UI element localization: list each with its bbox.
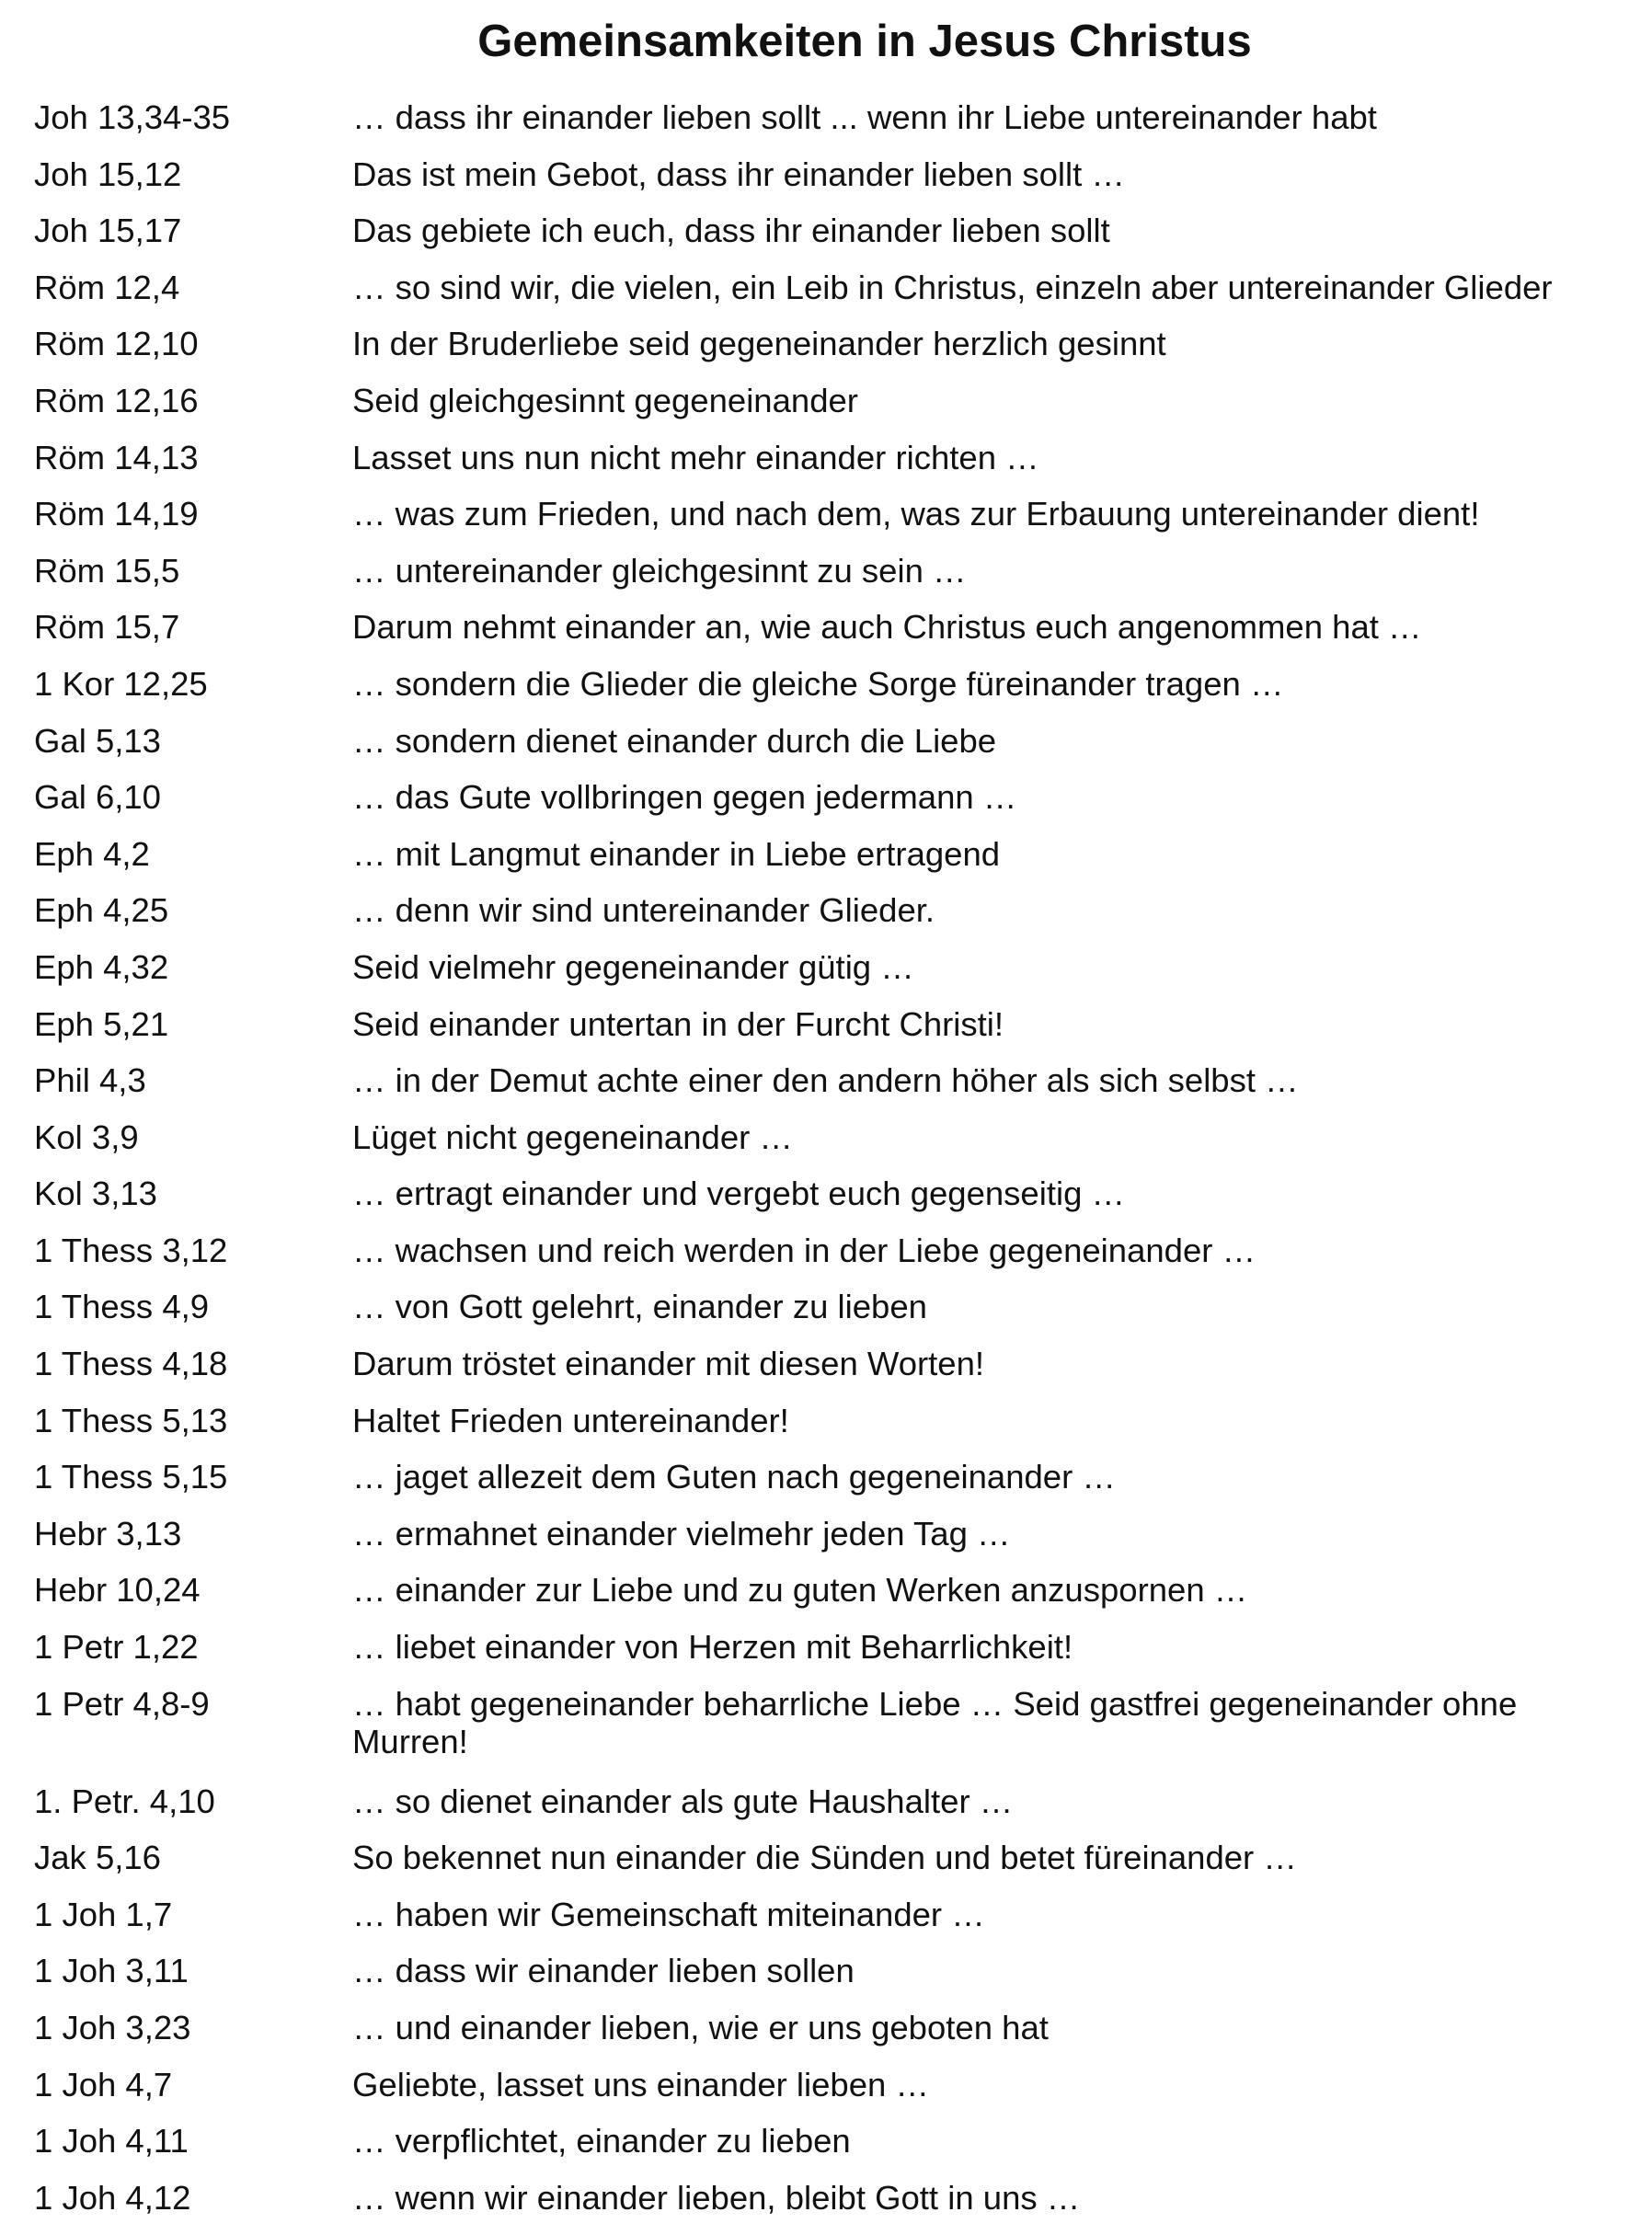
verse-row <box>0 2179 1652 2235</box>
verse-row <box>0 948 1652 1005</box>
verse-row <box>0 1005 1652 1062</box>
verse-row <box>0 382 1652 439</box>
verse-text: … so dienet einander als gute Haushalter … <box>352 1782 1014 1820</box>
verse-text: … ertragt einander und vergebt euch gegenseitig … <box>352 1175 1126 1213</box>
verse-text: … habt gegeneinander beharrliche Liebe … Seid gastfrei gegeneinander ohne Murren! <box>352 1684 1518 1760</box>
verse-reference: Röm 15,7 <box>34 608 180 647</box>
verse-row <box>0 212 1652 269</box>
verse-row <box>0 2122 1652 2179</box>
verse-row <box>0 495 1652 552</box>
verse-text: Seid einander untertan in der Furcht Christi! <box>352 1004 1004 1043</box>
verse-row <box>0 2009 1652 2066</box>
verse-reference: 1 Joh 4,7 <box>34 2065 173 2103</box>
verse-text: … in der Demut achte einer den andern höher als sich selbst … <box>352 1061 1299 1100</box>
verse-text: … einander zur Liebe und zu guten Werken anzuspornen … <box>352 1571 1248 1610</box>
verse-row <box>0 269 1652 326</box>
verse-row <box>0 1571 1652 1628</box>
verse-row <box>0 1402 1652 1459</box>
verse-text: Lasset uns nun nicht mehr einander richten … <box>352 438 1039 476</box>
verse-reference: Hebr 10,24 <box>34 1571 201 1610</box>
verse-reference: Röm 15,5 <box>34 551 180 590</box>
verse-reference: 1 Joh 3,23 <box>34 2009 191 2046</box>
verse-row <box>0 1515 1652 1572</box>
verse-row <box>0 1345 1652 1402</box>
verse-text: … haben wir Gemeinschaft miteinander … <box>352 1895 985 1933</box>
verse-text: … dass ihr einander lieben sollt ... wenn ihr Liebe untereinander habt <box>352 98 1377 136</box>
verse-reference: 1 Petr 1,22 <box>34 1628 199 1667</box>
verse-text: Seid gleichgesinnt gegeneinander <box>352 381 858 419</box>
verse-row <box>0 439 1652 496</box>
verse-reference: Eph 4,25 <box>34 891 169 930</box>
verse-row <box>0 1782 1652 1840</box>
verse-reference: 1 Petr 4,8-9 <box>34 1684 210 1723</box>
verse-reference: Hebr 3,13 <box>34 1514 182 1553</box>
verse-text: … und einander lieben, wie er uns geboten hat <box>352 2009 1049 2046</box>
verse-text: … wachsen und reich werden in der Liebe gegeneinander … <box>352 1231 1256 1269</box>
verse-row <box>0 1896 1652 1953</box>
verse-text: Das gebiete ich euch, dass ihr einander lieben sollt <box>352 212 1110 250</box>
verse-reference: Röm 12,10 <box>34 325 199 363</box>
verse-reference: Phil 4,3 <box>34 1061 146 1100</box>
verse-row <box>0 722 1652 779</box>
verse-text: … untereinander gleichgesinnt zu sein … <box>352 551 967 590</box>
verse-reference: 1 Thess 4,18 <box>34 1345 228 1383</box>
verse-row <box>0 98 1652 155</box>
verse-reference: Joh 15,12 <box>34 155 182 193</box>
verse-reference: 1 Joh 3,11 <box>34 1952 189 1990</box>
verse-reference: Eph 4,2 <box>34 834 150 873</box>
verse-text: Das ist mein Gebot, dass ihr einander lieben sollt … <box>352 155 1125 193</box>
verse-text: … wenn wir einander lieben, bleibt Gott in uns … <box>352 2178 1081 2217</box>
verse-reference: Röm 12,16 <box>34 381 199 419</box>
verse-reference: Jak 5,16 <box>34 1839 161 1877</box>
verse-text: … sondern die Glieder die gleiche Sorge füreinander tragen … <box>352 664 1284 703</box>
verse-reference: Gal 5,13 <box>34 721 161 760</box>
verse-reference: Eph 5,21 <box>34 1004 169 1043</box>
verse-text: … denn wir sind untereinander Glieder. <box>352 891 935 930</box>
verse-text: … von Gott gelehrt, einander zu lieben <box>352 1288 927 1326</box>
verse-text: … ermahnet einander vielmehr jeden Tag … <box>352 1514 1011 1553</box>
verse-reference: 1 Thess 4,9 <box>34 1288 210 1326</box>
verse-reference: Eph 4,32 <box>34 947 169 986</box>
verse-text: Darum nehmt einander an, wie auch Christus euch angenommen hat … <box>352 608 1422 647</box>
verse-reference: 1 Joh 4,12 <box>34 2178 191 2217</box>
verse-text: Geliebte, lasset uns einander lieben … <box>352 2065 929 2103</box>
verse-text: Darum tröstet einander mit diesen Worten! <box>352 1345 985 1383</box>
verse-row <box>0 155 1652 212</box>
verse-text: … das Gute vollbringen gegen jedermann … <box>352 778 1017 817</box>
verse-reference: Kol 3,9 <box>34 1118 139 1156</box>
verse-row <box>0 1952 1652 2009</box>
verse-row <box>0 1288 1652 1345</box>
verse-reference: 1 Thess 5,15 <box>34 1458 228 1496</box>
verse-reference: Gal 6,10 <box>34 778 161 817</box>
verse-text: … so sind wir, die vielen, ein Leib in Christus, einzeln aber untereinander Glieder <box>352 268 1553 306</box>
verse-text: So bekennet nun einander die Sünden und betet füreinander … <box>352 1839 1297 1877</box>
verse-row <box>0 2066 1652 2123</box>
verse-row <box>0 1232 1652 1289</box>
verse-reference: 1 Thess 3,12 <box>34 1231 228 1269</box>
verse-reference: 1 Joh 4,11 <box>34 2122 189 2160</box>
verse-text: … mit Langmut einander in Liebe ertragend <box>352 834 1001 873</box>
verse-row <box>0 835 1652 892</box>
verse-row <box>0 1628 1652 1685</box>
verse-reference: Röm 14,19 <box>34 495 199 533</box>
verse-reference: Kol 3,13 <box>34 1175 157 1213</box>
verse-row <box>0 665 1652 722</box>
verse-text: … was zum Frieden, und nach dem, was zur Erbauung untereinander dient! <box>352 495 1480 533</box>
verse-reference: Joh 13,34-35 <box>34 98 231 136</box>
verse-list <box>0 98 1652 2235</box>
verse-reference: 1. Petr. 4,10 <box>34 1782 215 1820</box>
verse-reference: Röm 12,4 <box>34 268 180 306</box>
verse-text: … verpflichtet, einander zu lieben <box>352 2122 851 2160</box>
verse-row <box>0 552 1652 609</box>
verse-row <box>0 1061 1652 1118</box>
verse-text: In der Bruderliebe seid gegeneinander herzlich gesinnt <box>352 325 1166 363</box>
verse-reference: Röm 14,13 <box>34 438 199 476</box>
verse-row <box>0 778 1652 835</box>
page-title-text: Gemeinsamkeiten in Jesus Christus <box>477 17 1252 66</box>
verse-reference: 1 Thess 5,13 <box>34 1401 228 1439</box>
verse-text: … sondern dienet einander durch die Liebe <box>352 721 997 760</box>
page-title <box>0 9 1652 74</box>
verse-row <box>0 325 1652 382</box>
verse-row <box>0 1839 1652 1896</box>
verse-reference: 1 Kor 12,25 <box>34 664 208 703</box>
verse-reference: Joh 15,17 <box>34 212 182 250</box>
verse-reference: 1 Joh 1,7 <box>34 1895 173 1933</box>
verse-row <box>0 891 1652 948</box>
verse-row <box>0 1458 1652 1515</box>
verse-text: … liebet einander von Herzen mit Beharrlichkeit! <box>352 1628 1073 1667</box>
verse-row <box>0 1175 1652 1232</box>
verse-text: … dass wir einander lieben sollen <box>352 1952 855 1990</box>
verse-row <box>0 1118 1652 1175</box>
verse-text: Haltet Frieden untereinander! <box>352 1401 789 1439</box>
verse-text: … jaget allezeit dem Guten nach gegeneinander … <box>352 1458 1116 1496</box>
verse-text: Lüget nicht gegeneinander … <box>352 1118 793 1156</box>
verse-text: Seid vielmehr gegeneinander gütig … <box>352 947 914 986</box>
verse-row <box>0 608 1652 665</box>
verse-row <box>0 1685 1652 1782</box>
